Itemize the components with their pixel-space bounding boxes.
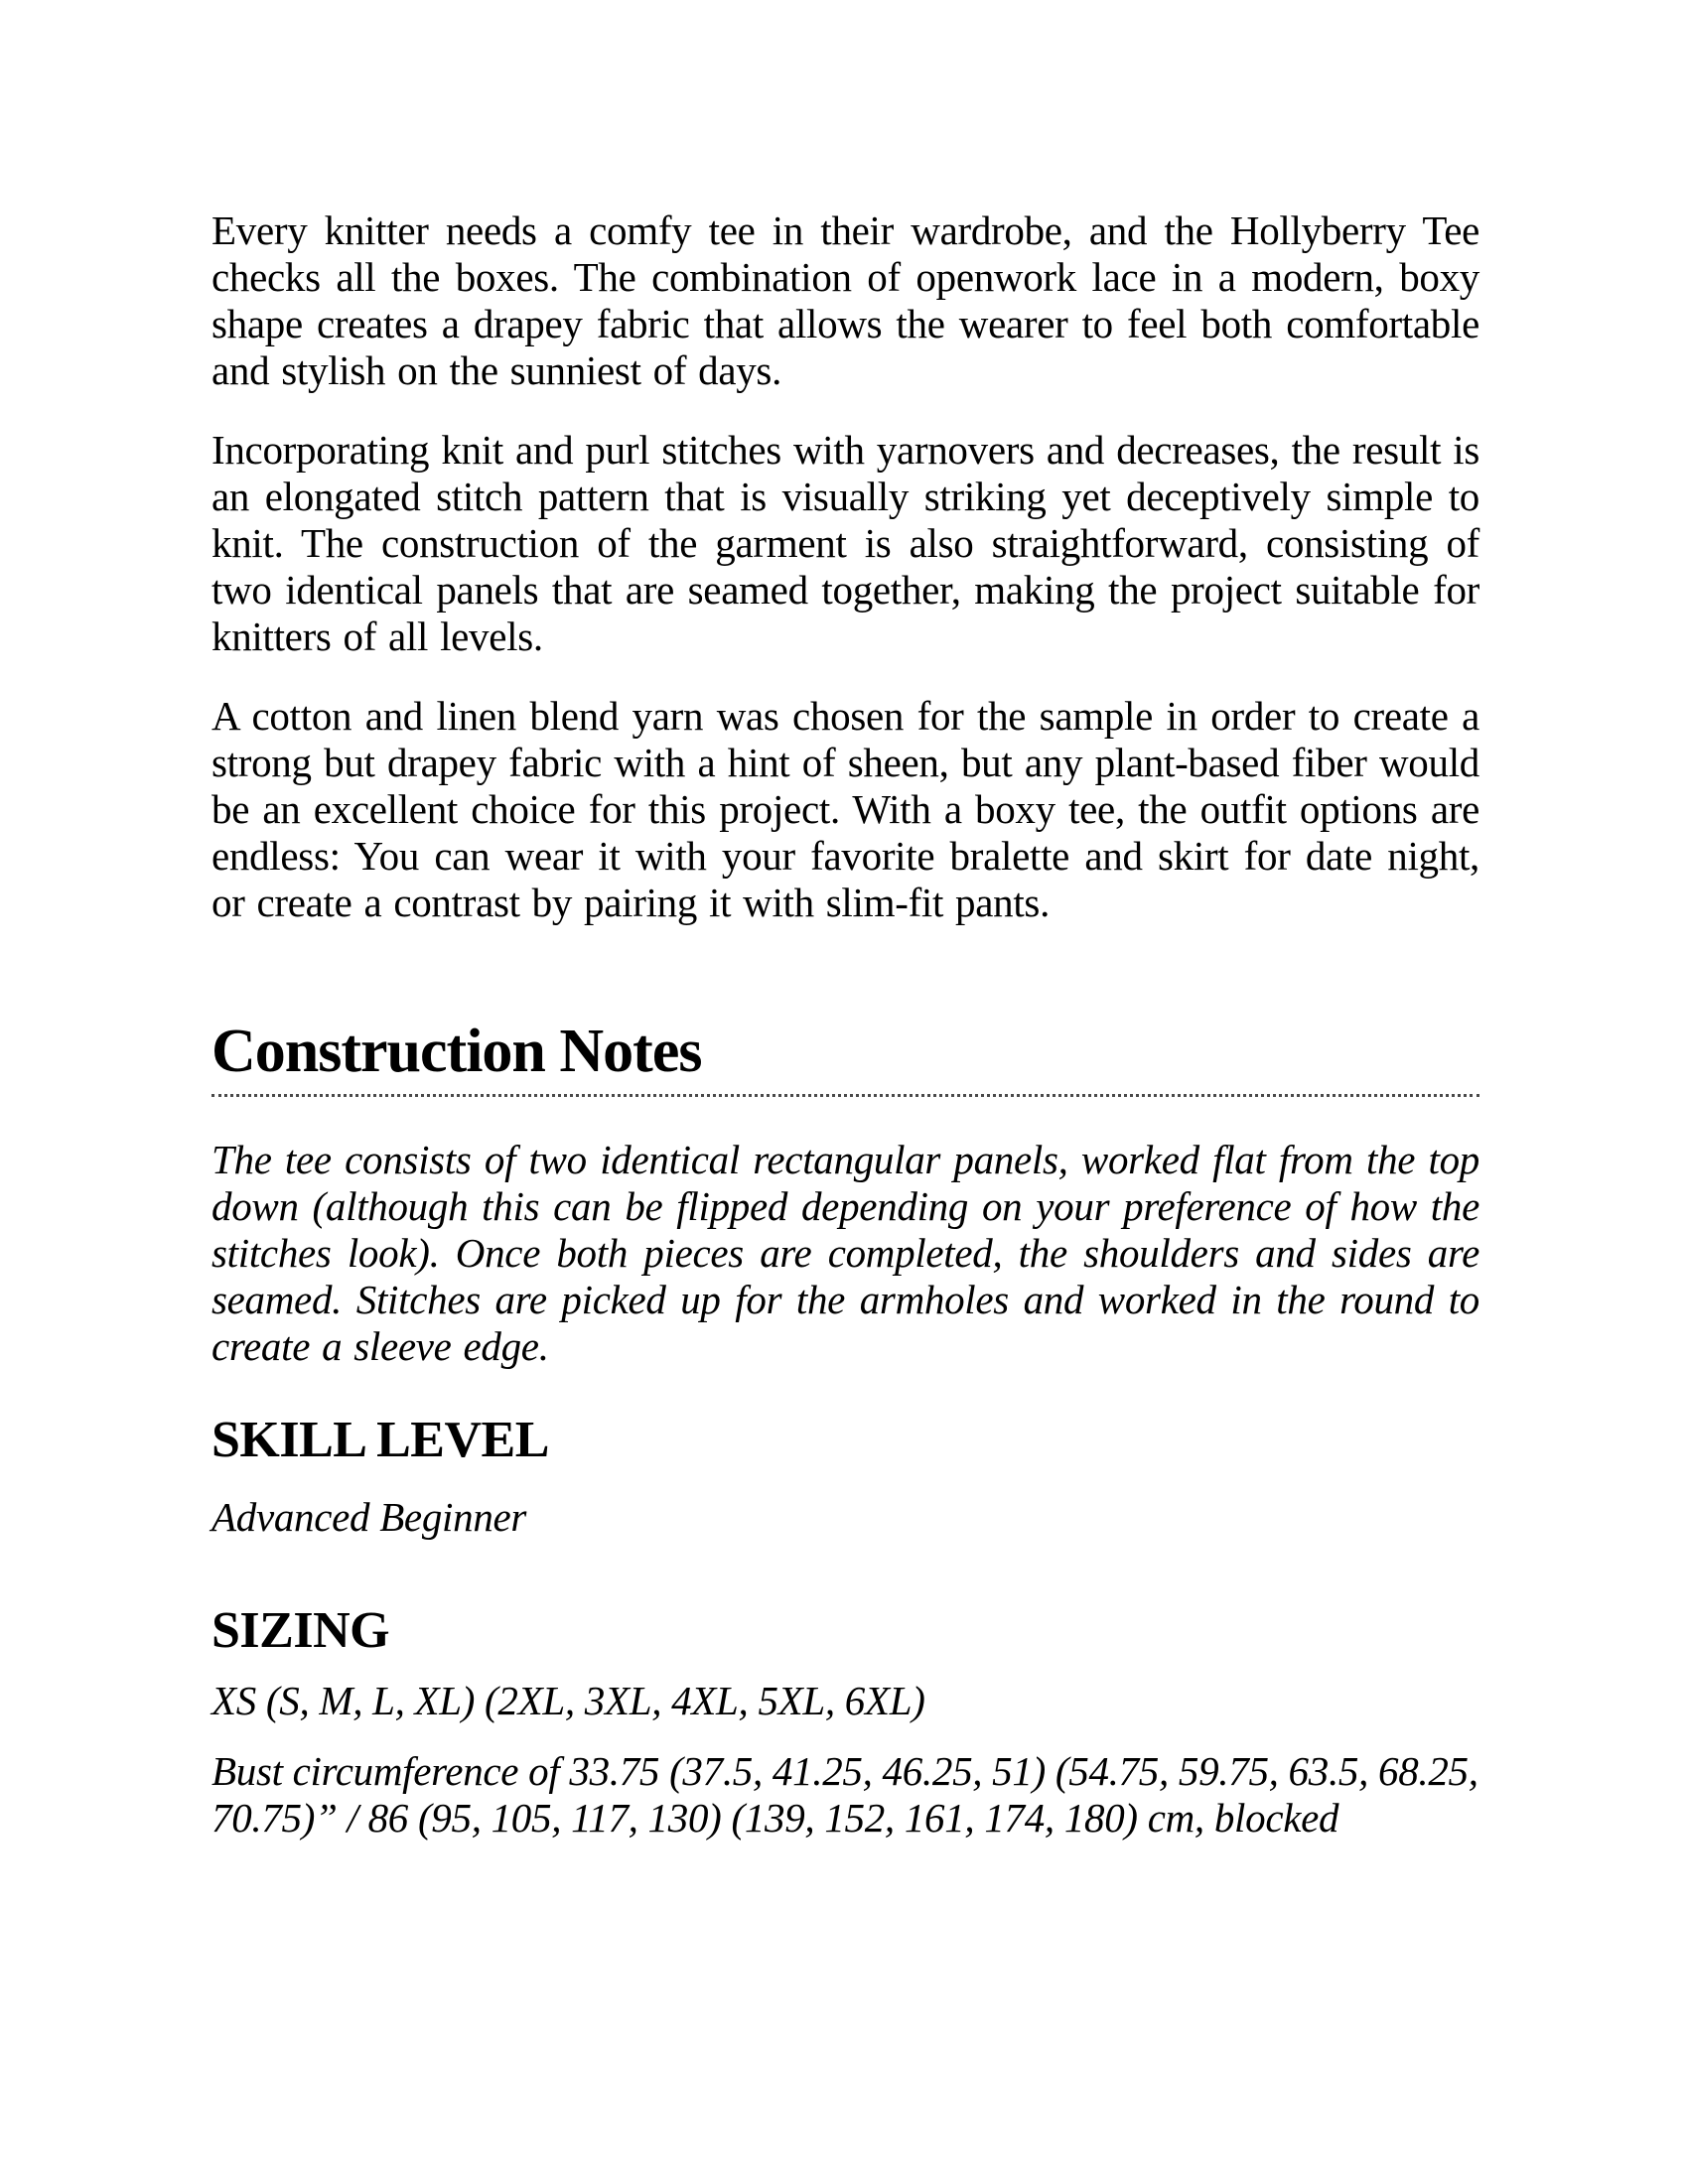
sizing-size-list: XS (S, M, L, XL) (2XL, 3XL, 4XL, 5XL, 6XL): [211, 1678, 925, 1723]
page-content: [211, 0, 1479, 1842]
sizing-bust-circumference: Bust circumference of 33.75 (37.5, 41.25, 46.25, 51) (54.75, 59.75, 63.5, 68.25, 70.75)” / 86 (95, 105, 117, 130) (139, 152, 161, 174, 180) cm, blocked: [211, 1748, 1478, 1841]
intro-paragraph-2: Incorporating knit and purl stitches with yarnovers and decreases, the result is an elongated stitch pattern that is visually striking yet deceptively simple to knit. The construction of the garment is also straightforward, consisting of two identical panels that are seamed together, making the project suitable for knitters of all levels.: [211, 427, 1479, 659]
skill-level-heading: SKILL LEVEL: [211, 1412, 549, 1468]
sizing-heading: SIZING: [211, 1602, 390, 1659]
construction-notes-heading: Construction Notes: [211, 1021, 1479, 1097]
construction-notes-body: The tee consists of two identical rectangular panels, worked flat from the top down (although this can be flipped depending on your preference of how the stitches look). Once both pieces are completed, the shoulders and sides are seamed. Stitches are picked up for the armholes and worked in the round to create a sleeve edge.: [211, 1137, 1479, 1369]
intro-paragraph-3: A cotton and linen blend yarn was chosen for the sample in order to create a strong but drapey fabric with a hint of sheen, but any plant-based fiber would be an excellent choice for this project. With a boxy tee, the outfit options are endless: You can wear it with your favorite bralette and skirt for date night, or create a contrast by pairing it with slim-fit pants.: [211, 693, 1479, 925]
skill-level-value: Advanced Beginner: [211, 1494, 527, 1540]
intro-paragraph-1: Every knitter needs a comfy tee in their wardrobe, and the Hollyberry Tee checks all the boxes. The combination of openwork lace in a modern, boxy shape creates a drapey fabric that allows the wearer to feel both comfortable and stylish on the sunniest of days.: [211, 207, 1479, 393]
